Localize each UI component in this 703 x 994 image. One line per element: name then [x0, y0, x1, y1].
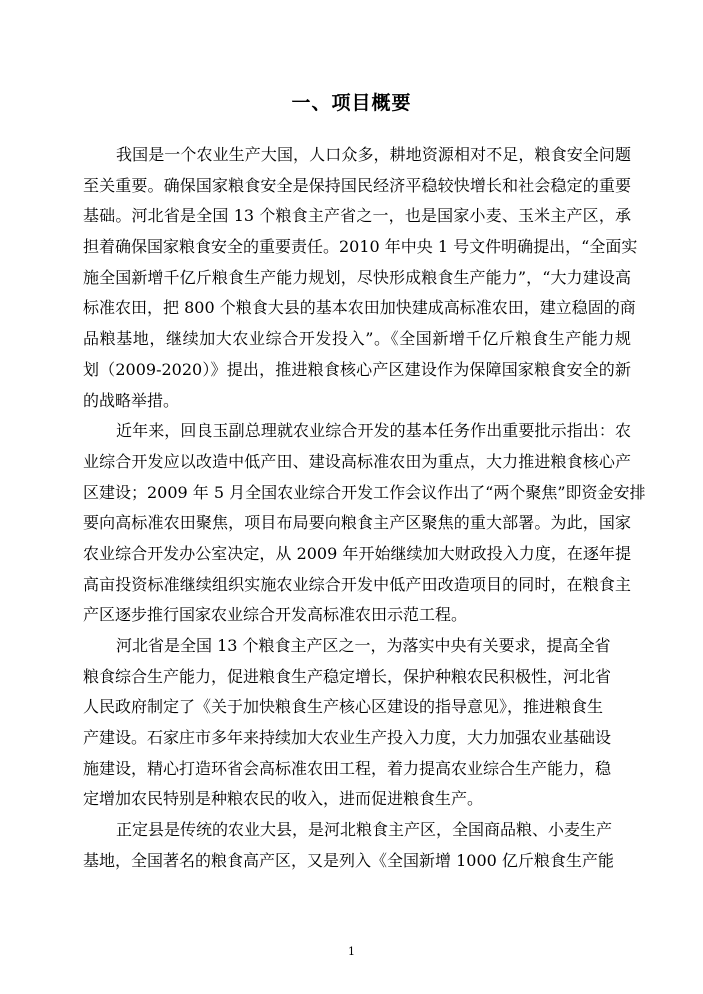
text-line: 人民政府制定了《关于加快粮食生产核心区建设的指导意见》，推进粮食生 [83, 697, 604, 717]
text-line: 近年来，回良玉副总理就农业综合开发的基本任务作出重要批示指出：农 [116, 421, 631, 441]
text-line: 品粮基地，继续加大农业综合开发投入”。《全国新增千亿斤粮食生产能力规 [83, 329, 631, 349]
text-line: 至关重要。确保国家粮食安全是保持国民经济平稳较快增长和社会稳定的重要 [83, 175, 631, 195]
text-line: 的战略举措。 [83, 390, 180, 410]
text-line: 高亩投资标准继续组织实施农业综合开发中低产田改造项目的同时，在粮食主 [83, 574, 631, 594]
text-line: 粮食综合生产能力，促进粮食生产稳定增长，保护种粮农民积极性，河北省 [83, 666, 612, 686]
text-line: 业综合开发应以改造中低产田、建设高标准农田为重点，大力推进粮食核心产 [83, 451, 631, 471]
paragraph-3 [83, 631, 631, 815]
text-line: 定增加农民特别是种粮农民的收入，进而促进粮食生产。 [83, 789, 484, 809]
text-line: 农业综合开发办公室决定，从 2009 年开始继续加大财政投入力度，在逐年提 [83, 543, 631, 563]
paragraph-4 [83, 815, 631, 876]
body-text [83, 140, 646, 877]
text-line: 产区逐步推行国家农业综合开发高标准农田示范工程。 [83, 605, 468, 625]
text-line: 区建设；2009 年 5 月全国农业综合开发工作会议作出了“两个聚焦”即资金安排 [83, 482, 646, 502]
text-line: 河北省是全国 13 个粮食主产区之一，为落实中央有关要求，提高全省 [116, 636, 611, 655]
text-line: 施建设，精心打造环省会高标准农田工程，着力提高农业综合生产能力，稳 [83, 758, 612, 778]
page-title: 一、项目概要 [291, 92, 412, 114]
text-line: 基础。河北省是全国 13 个粮食主产省之一，也是国家小麦、玉米主产区，承 [83, 206, 631, 226]
text-line: 基地，全国著名的粮食高产区，又是列入《全国新增 1000 亿斤粮食生产能 [83, 850, 614, 870]
text-line: 担着确保国家粮食安全的重要责任。2010 年中央 1 号文件明确提出，“全面实 [83, 237, 638, 257]
page-number: 1 [348, 945, 355, 958]
text-line: 正定县是传统的农业大县，是河北粮食主产区，全国商品粮、小麦生产 [116, 820, 613, 840]
text-line: 要向高标准农田聚焦，项目布局要向粮食主产区聚焦的重大部署。为此，国家 [83, 513, 631, 533]
text-line: 标准农田，把 800 个粮食大县的基本农田加快建成高标准农田，建立稳固的商 [83, 298, 636, 318]
text-line: 施全国新增千亿斤粮食生产能力规划，尽快形成粮食生产能力”，“大力建设高 [83, 267, 631, 287]
text-line: 产建设。石家庄市多年来持续加大农业生产投入力度，大力加强农业基础设 [83, 728, 612, 748]
paragraph-2 [83, 416, 646, 631]
text-line: 我国是一个农业生产大国，人口众多，耕地资源相对不足，粮食安全问题 [116, 145, 631, 164]
paragraph-1 [83, 140, 638, 416]
text-line: 划（2009-2020）》提出，推进粮食核心产区建设作为保障国家粮食安全的新 [83, 359, 631, 379]
